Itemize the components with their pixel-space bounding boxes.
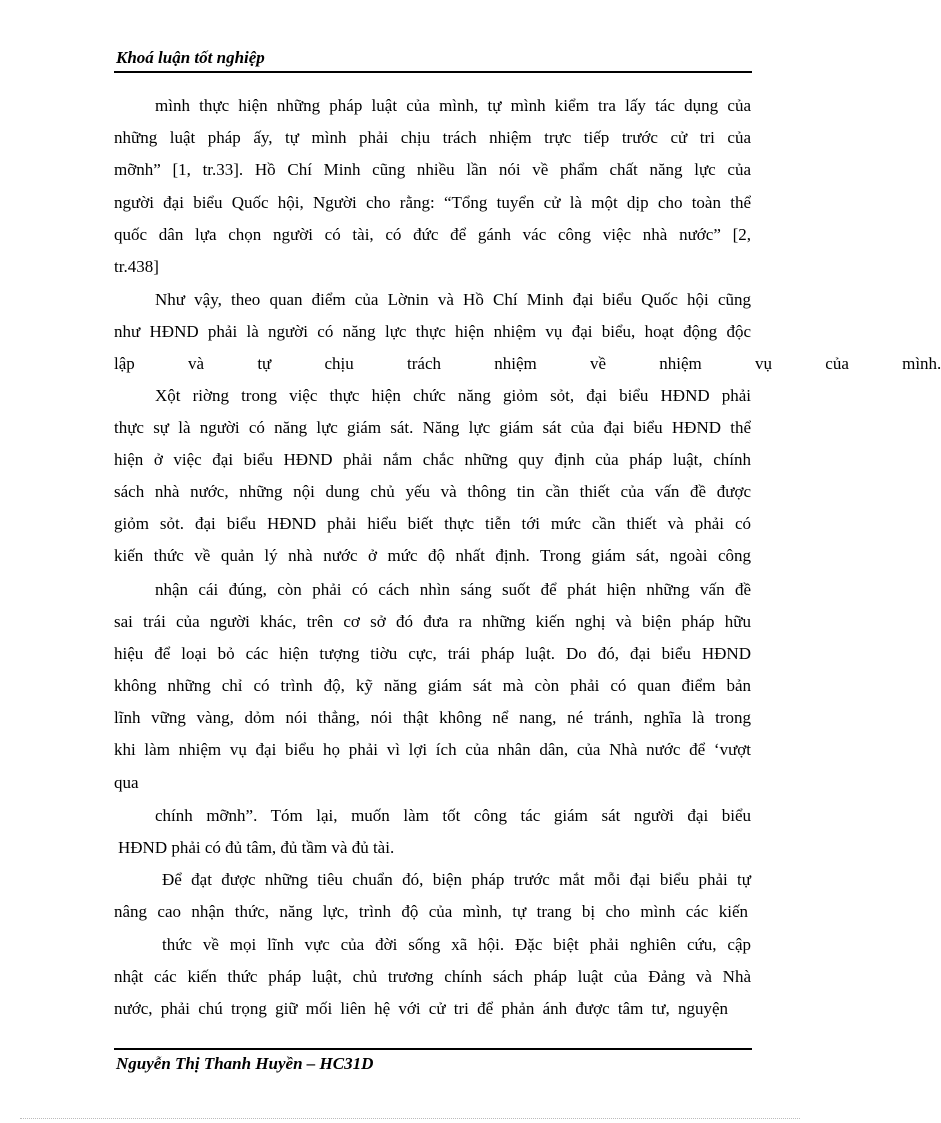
text-line: khi làm nhiệm vụ đại biểu họ phải vì lợi ích của nhân dân, của Nhà nước để ‘vượt — [114, 740, 751, 759]
text-line: không những chỉ có trình độ, kỹ năng giám sát mà còn phải có quan điểm bản — [114, 676, 751, 695]
text-line: tr.438] — [114, 257, 159, 276]
text-line: thực sự là người có năng lực giám sát. Năng lực giám sát của đại biểu HĐND thể — [114, 418, 751, 437]
text-line: hiệu để loại bỏ các hiện tượng tiờu cực, trái pháp luật. Do đó, đại biểu HĐND — [114, 644, 751, 663]
text-line: sách nhà nước, những nội dung chủ yếu và thông tin cần thiết của vấn đề được — [114, 482, 751, 501]
text-line: qua — [114, 773, 139, 792]
text-line: Để đạt được những tiêu chuẩn đó, biện pháp trước mắt mỗi đại biểu phải tự — [162, 870, 751, 889]
footer-rule — [114, 1048, 752, 1050]
text-line: những luật pháp ấy, tự mình phải chịu trách nhiệm trực tiếp trước cử tri của — [114, 128, 751, 147]
text-line: sai trái của người khác, trên cơ sở đó đưa ra những kiến nghị và biện pháp hữu — [114, 612, 751, 631]
text-line: giỏm sỏt. đại biểu HĐND phải hiểu biết thực tiễn tới mức cần thiết và phải có — [114, 514, 751, 533]
text-line: HĐND phải có đủ tâm, đủ tầm và đủ tài. — [118, 838, 395, 857]
text-line: người đại biểu Quốc hội, Người cho rằng: “Tổng tuyển cử là một dịp cho toàn thể — [114, 193, 751, 212]
text-line: lĩnh vững vàng, dỏm nói thẳng, nói thật không nể nang, né tránh, nghĩa là trong — [114, 708, 751, 727]
text-line: hiện ở việc đại biểu HĐND phải nắm chắc những quy định của pháp luật, chính — [114, 450, 751, 469]
text-line: nâng cao nhận thức, năng lực, trình độ của mình, tự trang bị cho mình các kiến — [114, 902, 748, 921]
text-line: quốc dân lựa chọn người có tài, có đức để gánh vác công việc nhà nước” [2, — [114, 225, 751, 244]
footer-author: Nguyễn Thị Thanh Huyền – HC31D — [116, 1054, 374, 1073]
text-line: chính mỡnh”. Tóm lại, muốn làm tốt công tác giám sát người đại biểu — [155, 806, 751, 825]
text-line: Như vậy, theo quan điểm của Lờnin và Hồ Chí Minh đại biểu Quốc hội cũng — [155, 290, 751, 309]
text-line: nhận cái đúng, còn phải có cách nhìn sáng suốt để phát hiện những vấn đề — [155, 580, 751, 599]
text-line: kiến thức về quản lý nhà nước ở mức độ nhất định. Trong giám sát, ngoài công — [114, 546, 751, 565]
header-rule — [114, 71, 752, 73]
text-line: như HĐND phải là người có năng lực thực hiện nhiệm vụ đại biểu, hoạt động độc — [114, 322, 751, 341]
text-line: Xột riờng trong việc thực hiện chức năng giỏm sỏt, đại biểu HĐND phải — [155, 386, 751, 405]
text-line: thức về mọi lĩnh vực của đời sống xã hội. Đặc biệt phải nghiên cứu, cập — [162, 935, 751, 954]
text-line: mình thực hiện những pháp luật của mình, tự mình kiểm tra lấy tác dụng của — [155, 96, 751, 115]
page-edge-dotted-line — [20, 1118, 800, 1119]
text-line: lập và tự chịu trách nhiệm về nhiệm vụ của mình. — [114, 354, 941, 373]
header-title: Khoá luận tốt nghiệp — [116, 48, 265, 67]
text-line: mỡnh” [1, tr.33]. Hồ Chí Minh cũng nhiều lần nói về phẩm chất năng lực của — [114, 160, 751, 179]
text-line: nước, phải chú trọng giữ mối liên hệ với cử tri để phản ánh được tâm tư, nguyện — [114, 999, 728, 1018]
text-line: nhật các kiến thức pháp luật, chủ trương chính sách pháp luật của Đảng và Nhà — [114, 967, 751, 986]
